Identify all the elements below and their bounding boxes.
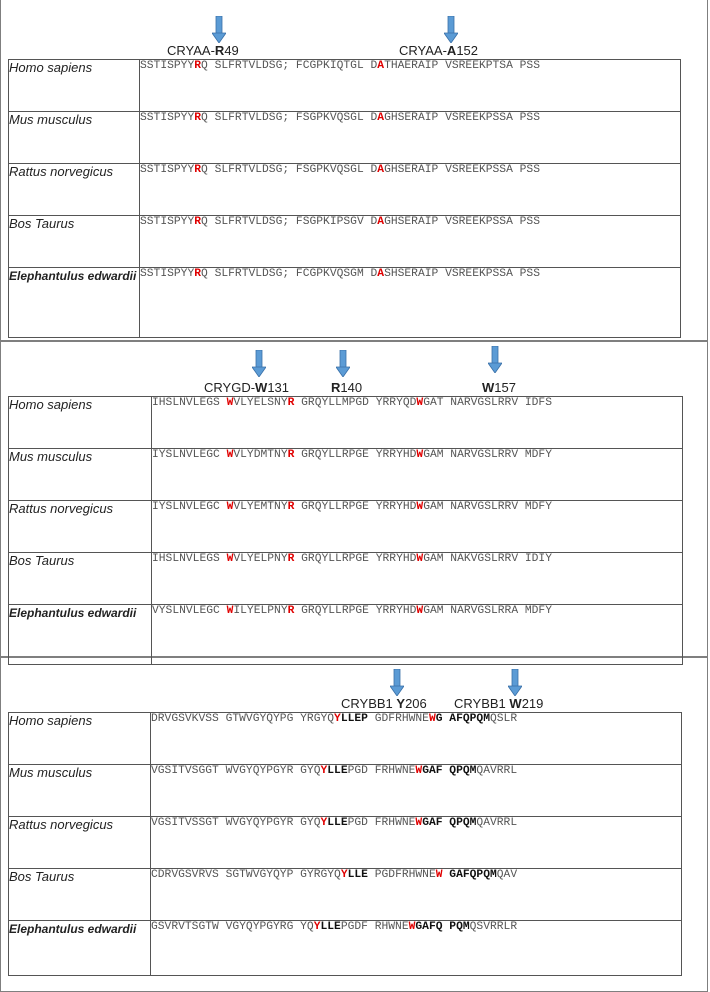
mutation-label: W157 — [482, 380, 516, 395]
alignment-row — [9, 501, 683, 553]
sequence-segment: VLYDMTNY — [233, 449, 288, 461]
sequence-segment: VLYEMTNY — [233, 501, 288, 513]
down-arrow-icon — [508, 669, 522, 696]
highlighted-residue: R — [194, 112, 202, 124]
species-name: Homo sapiens — [9, 60, 140, 112]
sequence-segment: GDFRHWNE — [367, 713, 429, 725]
sequence-segment: LLE — [320, 921, 341, 933]
alignment-table-crybb1 — [8, 712, 682, 976]
species-name: Mus musculus — [9, 449, 152, 501]
highlighted-residue: W — [226, 553, 234, 565]
species-name: Elephantulus edwardii — [9, 268, 140, 338]
mutation-label: CRYBB1 Y206 — [341, 696, 427, 711]
alignment-row — [9, 605, 683, 665]
sequence-cell — [140, 268, 681, 338]
sequence-segment: Q SLFRTVLDSG; FCGPKVQSGM D — [201, 268, 378, 280]
down-arrow-icon — [336, 350, 350, 377]
sequence-segment: SHSERAIP VSREEKPSSA PSS — [384, 268, 540, 280]
sequence-cell — [152, 449, 683, 501]
alignment-table-crygd — [8, 396, 683, 665]
mutation-label: CRYAA-R49 — [167, 43, 239, 58]
sequence-cell — [152, 605, 683, 665]
highlighted-residue: R — [194, 268, 202, 280]
sequence-segment: GAM NARVGSLRRV MDFY — [423, 501, 552, 513]
sequence-segment: PGD FRHWNE — [347, 817, 416, 829]
sequence-segment: THAERAIP VSREEKPTSA PSS — [384, 60, 540, 72]
sequence-segment: CDRVGSVRVS SGTWVGYQYP GYRGYQ — [151, 869, 341, 881]
alignment-row — [9, 449, 683, 501]
species-name: Homo sapiens — [9, 397, 152, 449]
species-name: Homo sapiens — [9, 713, 151, 765]
alignment-row — [9, 713, 682, 765]
highlighted-residue: R — [287, 605, 295, 617]
alignment-table-cryaa — [8, 59, 681, 338]
sequence-segment: SSTISPYY — [140, 112, 195, 124]
sequence-cell — [151, 817, 682, 869]
sequence-cell — [151, 713, 682, 765]
sequence-segment: IHSLNVLEGS — [152, 397, 227, 409]
sequence-segment: SSTISPYY — [140, 268, 195, 280]
sequence-cell — [140, 216, 681, 268]
sequence-segment: Q SLFRTVLDSG; FSGPKVQSGL D — [201, 112, 378, 124]
sequence-cell — [140, 112, 681, 164]
sequence-cell — [151, 921, 682, 976]
sequence-segment: GRQYLLRPGE YRRYHD — [294, 553, 417, 565]
sequence-segment: GAF QPQM — [422, 765, 477, 777]
sequence-segment: GRQYLLRPGE YRRYHD — [294, 605, 417, 617]
sequence-cell — [151, 765, 682, 817]
sequence-segment: GRQYLLRPGE YRRYHD — [294, 449, 417, 461]
highlighted-residue: W — [416, 449, 424, 461]
down-arrow-icon — [444, 16, 458, 43]
highlighted-residue: W — [416, 397, 424, 409]
sequence-cell — [140, 164, 681, 216]
sequence-segment: GAF QPQM — [422, 817, 477, 829]
mutation-label: R140 — [331, 380, 363, 395]
highlighted-residue: W — [226, 449, 234, 461]
alignment-row — [9, 268, 681, 338]
alignment-row — [9, 817, 682, 869]
sequence-cell — [152, 553, 683, 605]
sequence-segment: IYSLNVLEGC — [152, 501, 227, 513]
highlighted-residue: R — [287, 553, 295, 565]
sequence-segment: VGSITVSGGT WVGYQYPGYR GYQ — [151, 765, 321, 777]
alignment-row — [9, 765, 682, 817]
sequence-segment: Q SLFRTVLDSG; FSGPKIPSGV D — [201, 216, 378, 228]
highlighted-residue: Y — [340, 869, 348, 881]
sequence-cell — [152, 501, 683, 553]
sequence-segment: VLYELPNY — [233, 553, 288, 565]
sequence-segment: VYSLNVLEGC — [152, 605, 227, 617]
highlighted-residue: W — [408, 921, 416, 933]
highlighted-residue: A — [377, 60, 385, 72]
sequence-segment: IYSLNVLEGC — [152, 449, 227, 461]
species-name: Bos Taurus — [9, 869, 151, 921]
highlighted-residue: A — [377, 216, 385, 228]
alignment-row — [9, 60, 681, 112]
alignment-row — [9, 164, 681, 216]
sequence-segment: VGSITVSSGT WVGYQYPGYR GYQ — [151, 817, 321, 829]
highlighted-residue: A — [377, 112, 385, 124]
sequence-segment: LLE — [347, 869, 368, 881]
sequence-segment: DRVGSVKVSS GTWVGYQYPG YRGYQ — [151, 713, 335, 725]
species-name: Mus musculus — [9, 112, 140, 164]
species-name: Rattus norvegicus — [9, 164, 140, 216]
alignment-row — [9, 869, 682, 921]
highlighted-residue: Y — [334, 713, 341, 725]
sequence-segment: GAM NARVGSLRRA MDFY — [423, 605, 552, 617]
highlighted-residue: W — [226, 501, 234, 513]
sequence-segment: GRQYLLMPGD YRRYQD — [294, 397, 417, 409]
sequence-segment: QAVRRL — [476, 765, 518, 777]
species-name: Mus musculus — [9, 765, 151, 817]
sequence-segment: PGD FRHWNE — [347, 765, 416, 777]
highlighted-residue: W — [416, 553, 424, 565]
highlighted-residue: R — [194, 216, 202, 228]
mutation-label: CRYAA-A152 — [399, 43, 479, 58]
sequence-segment: SSTISPYY — [140, 164, 195, 176]
highlighted-residue: W — [428, 713, 436, 725]
sequence-segment: GSVRVTSGTW VGYQYPGYRG YQ — [151, 921, 314, 933]
mutation-label: CRYGD-W131 — [204, 380, 290, 395]
sequence-segment: PGDF RHWNE — [340, 921, 409, 933]
highlighted-residue: Y — [320, 765, 328, 777]
highlighted-residue: W — [435, 869, 443, 881]
highlighted-residue: R — [194, 164, 202, 176]
sequence-segment: GAFQPQM — [442, 869, 497, 881]
sequence-segment: GAFQ PQM — [415, 921, 470, 933]
species-name: Bos Taurus — [9, 216, 140, 268]
sequence-segment: GHSERAIP VSREEKPSSA PSS — [384, 216, 540, 228]
sequence-segment: LLEP — [340, 713, 368, 725]
alignment-row — [9, 921, 682, 976]
down-arrow-icon — [252, 350, 266, 377]
highlighted-residue: W — [415, 765, 423, 777]
highlighted-residue: W — [226, 605, 234, 617]
highlighted-residue: R — [287, 397, 295, 409]
sequence-segment: LLE — [327, 817, 348, 829]
highlighted-residue: Y — [320, 817, 328, 829]
alignment-row — [9, 397, 683, 449]
sequence-segment: Q SLFRTVLDSG; FCGPKIQTGL D — [201, 60, 378, 72]
sequence-segment: GHSERAIP VSREEKPSSA PSS — [384, 164, 540, 176]
highlighted-residue: W — [416, 605, 424, 617]
sequence-segment: ILYELPNY — [233, 605, 288, 617]
sequence-segment: GAM NAKVGSLRRV IDIY — [423, 553, 552, 565]
sequence-segment: QSVRRLR — [469, 921, 518, 933]
species-name: Elephantulus edwardii — [9, 921, 151, 976]
species-name: Bos Taurus — [9, 553, 152, 605]
down-arrow-icon — [488, 346, 502, 373]
sequence-segment: GRQYLLRPGE YRRYHD — [294, 501, 417, 513]
highlighted-residue: R — [194, 60, 202, 72]
sequence-segment: G AFQPQM — [435, 713, 490, 725]
highlighted-residue: A — [377, 268, 385, 280]
sequence-segment: GAT NARVGSLRRV IDFS — [423, 397, 552, 409]
highlighted-residue: W — [226, 397, 234, 409]
sequence-segment: SSTISPYY — [140, 216, 195, 228]
alignment-row — [9, 112, 681, 164]
sequence-segment: SSTISPYY — [140, 60, 195, 72]
sequence-cell — [152, 397, 683, 449]
sequence-cell — [151, 869, 682, 921]
sequence-segment: VLYELSNY — [233, 397, 288, 409]
mutation-label: CRYBB1 W219 — [454, 696, 544, 711]
species-name: Rattus norvegicus — [9, 501, 152, 553]
highlighted-residue: W — [416, 501, 424, 513]
sequence-segment: GAM NARVGSLRRV MDFY — [423, 449, 552, 461]
sequence-segment: GHSERAIP VSREEKPSSA PSS — [384, 112, 540, 124]
highlighted-residue: W — [415, 817, 423, 829]
species-name: Elephantulus edwardii — [9, 605, 152, 665]
sequence-segment: LLE — [327, 765, 348, 777]
sequence-segment: Q SLFRTVLDSG; FSGPKVQSGL D — [201, 164, 378, 176]
sequence-segment: QSLR — [489, 713, 518, 725]
sequence-segment: QAV — [496, 869, 518, 881]
down-arrow-icon — [212, 16, 226, 43]
sequence-segment: QAVRRL — [476, 817, 518, 829]
alignment-row — [9, 216, 681, 268]
sequence-cell — [140, 60, 681, 112]
highlighted-residue: Y — [313, 921, 321, 933]
highlighted-residue: R — [287, 449, 295, 461]
down-arrow-icon — [390, 669, 404, 696]
species-name: Rattus norvegicus — [9, 817, 151, 869]
alignment-row — [9, 553, 683, 605]
highlighted-residue: R — [287, 501, 295, 513]
sequence-segment: PGDFRHWNE — [367, 869, 436, 881]
sequence-segment: IHSLNVLEGS — [152, 553, 227, 565]
highlighted-residue: A — [377, 164, 385, 176]
